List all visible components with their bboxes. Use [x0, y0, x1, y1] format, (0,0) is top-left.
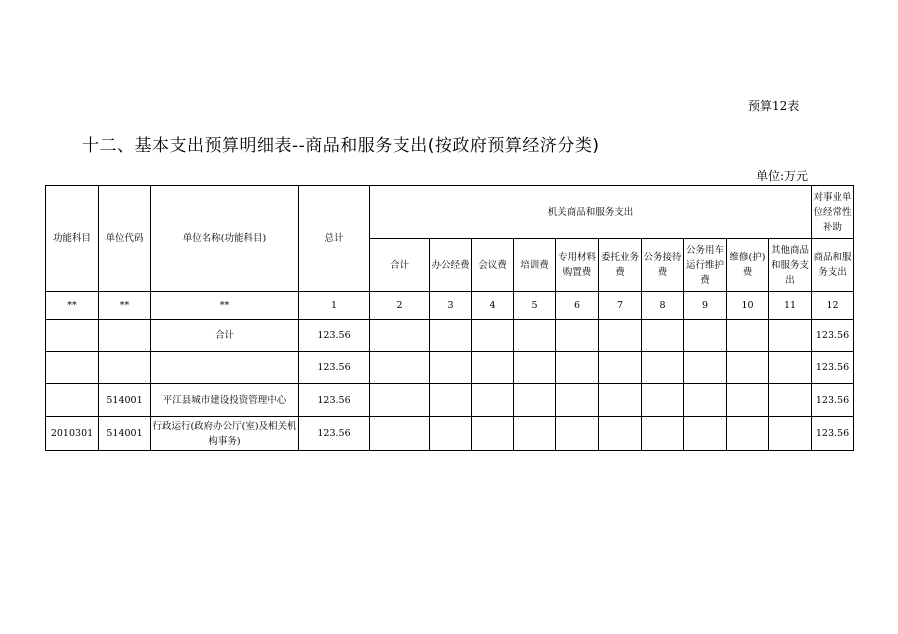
- index-cell: **: [99, 292, 151, 320]
- header-unit-name: 单位名称(功能科目): [151, 186, 299, 292]
- code-cell: [99, 352, 151, 384]
- table-row: [46, 320, 854, 352]
- index-cell: 5: [514, 292, 556, 320]
- index-cell: 12: [812, 292, 854, 320]
- index-cell: **: [46, 292, 99, 320]
- header-col-8: 公务用车运行维护费: [684, 239, 727, 292]
- header-goods-group: 机关商品和服务支出: [370, 186, 812, 239]
- header-col-9: 维修(护)费: [727, 239, 769, 292]
- table-number: 预算12表: [748, 99, 800, 113]
- func-cell: [46, 320, 99, 352]
- table-row: [46, 352, 854, 384]
- header-total: 总计: [299, 186, 370, 292]
- table-row: [46, 417, 854, 451]
- index-row: [46, 292, 854, 320]
- name-cell: 行政运行(政府办公厅(室)及相关机构事务): [151, 417, 299, 451]
- func-cell: 2010301: [46, 417, 99, 451]
- index-cell: 10: [727, 292, 769, 320]
- code-cell: 514001: [99, 384, 151, 417]
- header-col-5: 专用材料购置费: [556, 239, 599, 292]
- subsidy-cell: 123.56: [812, 320, 854, 352]
- code-cell: 514001: [99, 417, 151, 451]
- name-cell: 合计: [151, 320, 299, 352]
- index-cell: 2: [370, 292, 430, 320]
- header-unit-code: 单位代码: [99, 186, 151, 292]
- header-col-10: 其他商品和服务支出: [769, 239, 812, 292]
- index-cell: 9: [684, 292, 727, 320]
- table-row: [46, 384, 854, 417]
- total-cell: 123.56: [299, 320, 370, 352]
- header-subsidy-col: 商品和服务支出: [812, 239, 854, 292]
- index-cell: 1: [299, 292, 370, 320]
- index-cell: 6: [556, 292, 599, 320]
- header-col-4: 培训费: [514, 239, 556, 292]
- header-col-3: 会议费: [472, 239, 514, 292]
- header-row-1: [46, 186, 854, 239]
- total-cell: 123.56: [299, 352, 370, 384]
- name-cell: 平江县城市建设投资管理中心: [151, 384, 299, 417]
- index-cell: 3: [430, 292, 472, 320]
- name-cell: [151, 352, 299, 384]
- index-cell: **: [151, 292, 299, 320]
- unit-label: 单位:万元: [756, 169, 809, 183]
- index-cell: 11: [769, 292, 812, 320]
- index-cell: 4: [472, 292, 514, 320]
- index-cell: 7: [599, 292, 642, 320]
- header-subsidy-group: 对事业单位经常性补助: [812, 186, 854, 239]
- subsidy-cell: 123.56: [812, 417, 854, 451]
- header-col-7: 公务接待费: [642, 239, 684, 292]
- header-func-subject: 功能科目: [46, 186, 99, 292]
- subsidy-cell: 123.56: [812, 384, 854, 417]
- subsidy-cell: 123.56: [812, 352, 854, 384]
- page-title: 十二、基本支出预算明细表--商品和服务支出(按政府预算经济分类): [82, 136, 600, 156]
- code-cell: [99, 320, 151, 352]
- budget-table: [45, 185, 854, 451]
- total-cell: 123.56: [299, 384, 370, 417]
- func-cell: [46, 384, 99, 417]
- header-col-6: 委托业务费: [599, 239, 642, 292]
- index-cell: 8: [642, 292, 684, 320]
- header-col-2: 办公经费: [430, 239, 472, 292]
- total-cell: 123.56: [299, 417, 370, 451]
- func-cell: [46, 352, 99, 384]
- header-col-1: 合计: [370, 239, 430, 292]
